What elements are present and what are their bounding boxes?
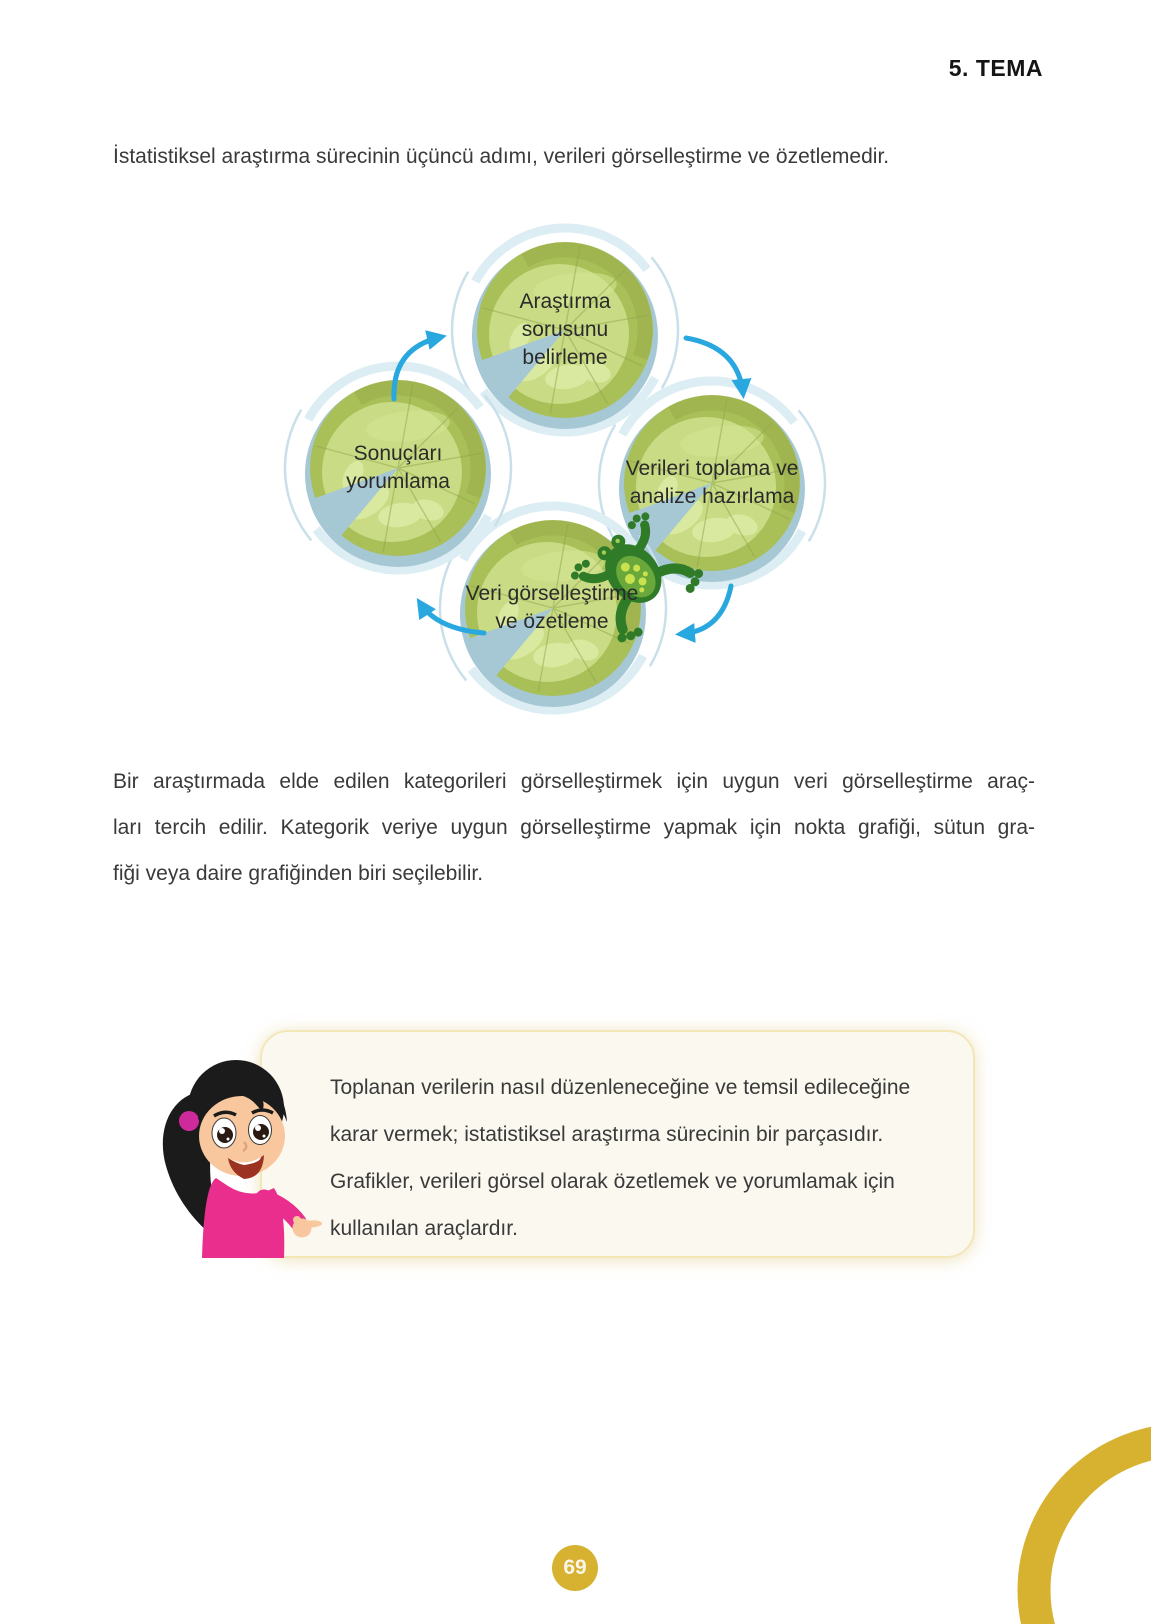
- info-box-line: kullanılan araçlardır.: [330, 1217, 518, 1240]
- cycle-step-label-right: Verileri toplama ve analize hazırlama: [625, 457, 799, 508]
- info-box-line: Toplanan verilerin nasıl düzenleneceğine ve temsil edileceğine: [330, 1076, 911, 1099]
- body-paragraph-line: ları tercih edilir. Kategorik veriye uygun görselleştirme yapmak için nokta grafiği, sütun gra-: [113, 816, 1035, 839]
- girl-character: [132, 1036, 322, 1258]
- body-paragraph: [113, 770, 1035, 908]
- cycle-arrow-right-to-bottom: [681, 586, 731, 634]
- info-box-line: Grafikler, verileri görsel olarak özetlemek ve yorumlamak için: [330, 1170, 895, 1193]
- info-box: [260, 1030, 975, 1258]
- girl-hair-tie: [179, 1111, 199, 1131]
- cycle-step-label-top: Araştırma sorusunu belirleme: [519, 290, 611, 369]
- girl-pointing-hand: [293, 1216, 323, 1238]
- cycle-step-label-left: Sonuçları yorumlama: [346, 442, 450, 493]
- girl-shirt: [202, 1178, 284, 1258]
- theme-header: 5. TEMA: [948, 55, 1043, 81]
- body-paragraph-line: Bir araştırmada elde edilen kategorileri görselleştirmek için uygun veri görselleştirme araç-: [113, 770, 1035, 793]
- intro-paragraph: İstatistiksel araştırma sürecinin üçüncü adımı, verileri görselleştirme ve özetlemedir.: [113, 145, 890, 168]
- info-box-line: karar vermek; istatistiksel araştırma sürecinin bir parçasıdır.: [330, 1123, 884, 1146]
- body-paragraph-line: fiği veya daire grafiğinden biri seçilebilir.: [113, 862, 484, 885]
- page-number-badge: 69: [552, 1545, 598, 1591]
- gold-arc-decoration: [1000, 1380, 1151, 1624]
- cycle-step-label-bottom: Veri görselleştirme ve özetleme: [465, 582, 639, 633]
